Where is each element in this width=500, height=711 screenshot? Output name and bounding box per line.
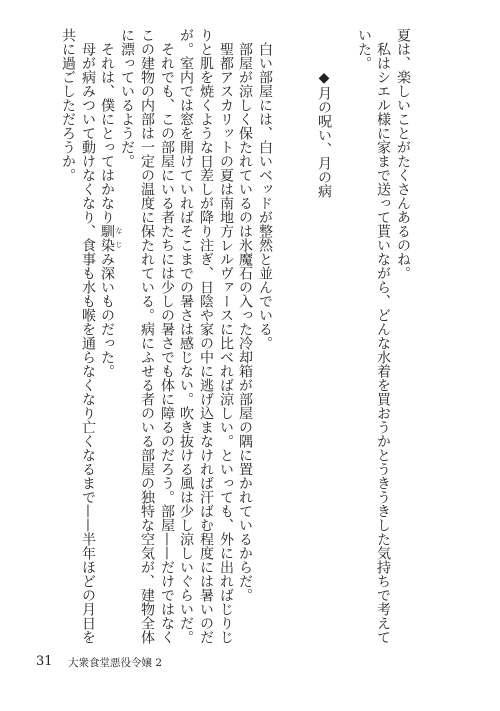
running-title: 大衆食堂悪役令嬢 2 bbox=[68, 657, 163, 669]
section-heading: ◆月の呪い、月の病 bbox=[316, 70, 332, 198]
text-column: 私はシエル様に家まで送って貰いながら、どんな水着を買おうかとうきうきした気持ちで考えて bbox=[375, 42, 391, 644]
text-column: 部屋が涼しく保たれているのは氷魔石の入った冷却箱が部屋の隅に置かれているからだ。 bbox=[237, 42, 253, 602]
text-column: それは、僕にとってはかなり馴染み深いものだった。 bbox=[99, 42, 115, 378]
furigana-reading: なじ bbox=[115, 227, 123, 255]
text-column: に漂っているようだ。 bbox=[119, 28, 135, 168]
text-column: りと肌を焼くような日差しが降り注ぎ、日陰や家の中に逃げ込まなければ汗ばむ程度には暑いのだ bbox=[198, 28, 214, 644]
text-column: それでも、この部屋にいる者たちには少しの暑さでも体に障るのだろう。部屋——だけではなく bbox=[159, 42, 175, 644]
page-number: 31 bbox=[36, 654, 53, 669]
text-column: 共に過ごしただろうか。 bbox=[60, 28, 76, 182]
text-column: この建物の内部は一定の温度に保たれている。病にふせる者のいる部屋の独特な空気が、建物全体 bbox=[139, 28, 155, 644]
text-column: 白い部屋には、白いベッドが整然と並んでいる。 bbox=[257, 42, 273, 350]
text-column: いた。 bbox=[356, 28, 372, 70]
text-column: 母が病みついて動けなくなり、食事も水も喉を通らなくなり亡くなるまで——半年ほどの月日を bbox=[80, 42, 96, 644]
text-column: 聖都アスカリットの夏は南地方レルヴァースに比べれば涼しい。といっても、外に出ればじりじ bbox=[218, 42, 234, 644]
text-column: 夏は、楽しいことがたくさんあるのね。 bbox=[395, 28, 411, 280]
text-column: が。室内では窓を開けていればそこまでの暑さは感じない。吹き抜ける風は少し涼しいぐらいだ。 bbox=[178, 28, 194, 644]
